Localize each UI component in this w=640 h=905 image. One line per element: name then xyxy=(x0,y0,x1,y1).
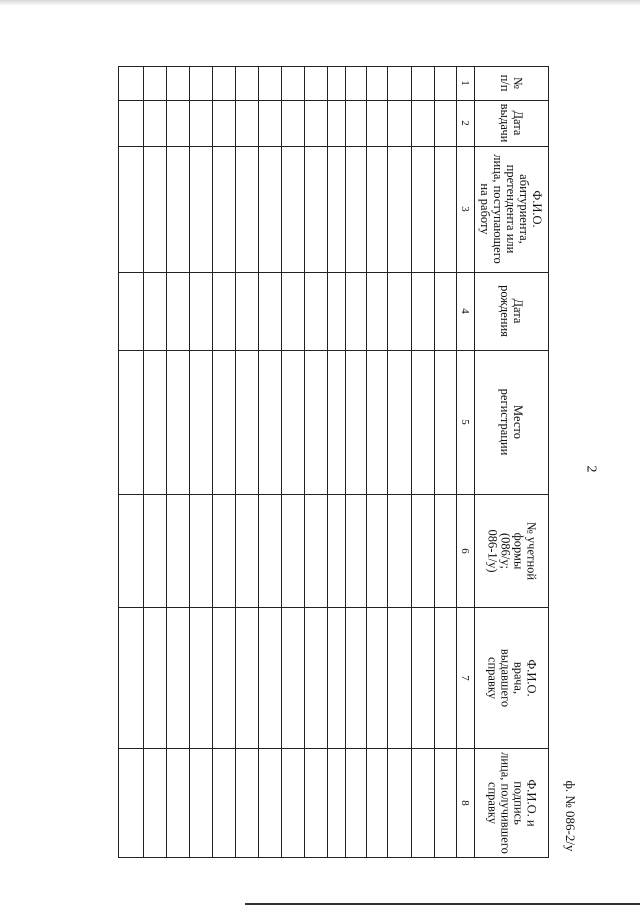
scan-edge xyxy=(0,0,640,6)
column-header-3: Ф.И.О. абитуриента, претендента или лица, поступающего на работу xyxy=(478,154,545,264)
form-code: ф. № 086-2/у xyxy=(563,780,578,852)
row-separator xyxy=(212,66,213,857)
row-separator xyxy=(258,66,259,857)
table-border-right xyxy=(548,66,549,858)
table-border-left xyxy=(118,66,119,857)
row-separator xyxy=(387,66,388,857)
column-separator xyxy=(118,350,548,351)
column-header-6: № учетной формы (086/у; 086-1/у) xyxy=(485,521,538,580)
row-separator xyxy=(434,66,435,857)
column-number-2: 2 xyxy=(459,120,471,126)
column-separator xyxy=(118,100,548,101)
column-header-7: Ф.И.О. врача, выдавшего справку xyxy=(485,648,538,707)
row-separator xyxy=(456,66,457,857)
column-header-5: Место регистрации xyxy=(498,388,525,456)
column-number-5: 5 xyxy=(459,419,471,425)
column-number-8: 8 xyxy=(459,799,471,806)
column-separator xyxy=(118,272,548,273)
row-separator xyxy=(189,66,190,857)
column-separator xyxy=(118,748,548,749)
row-separator xyxy=(345,66,346,857)
row-separator xyxy=(327,66,328,857)
row-separator xyxy=(281,66,282,857)
column-number-3: 3 xyxy=(459,206,471,212)
column-header-1: № п/п xyxy=(498,74,525,92)
row-separator xyxy=(166,66,167,857)
page-number: 2 xyxy=(583,465,599,473)
row-separator xyxy=(235,66,236,857)
column-number-4: 4 xyxy=(459,308,471,314)
column-header-4: Дата рождения xyxy=(498,285,525,337)
column-header-2: Дата выдачи xyxy=(498,103,525,143)
table-border-bottom xyxy=(118,857,548,858)
column-separator xyxy=(118,494,548,495)
row-separator xyxy=(411,66,412,857)
column-separator xyxy=(118,146,548,147)
column-number-6: 6 xyxy=(459,547,471,554)
column-separator xyxy=(118,607,548,608)
row-separator xyxy=(304,66,305,857)
table-border-top xyxy=(118,66,548,67)
row-separator xyxy=(366,66,367,857)
column-number-7: 7 xyxy=(459,674,471,681)
row-separator xyxy=(143,66,144,857)
column-header-8: Ф.И.О. и подпись лица, получившего справку xyxy=(485,751,538,854)
column-number-1: 1 xyxy=(459,80,471,86)
